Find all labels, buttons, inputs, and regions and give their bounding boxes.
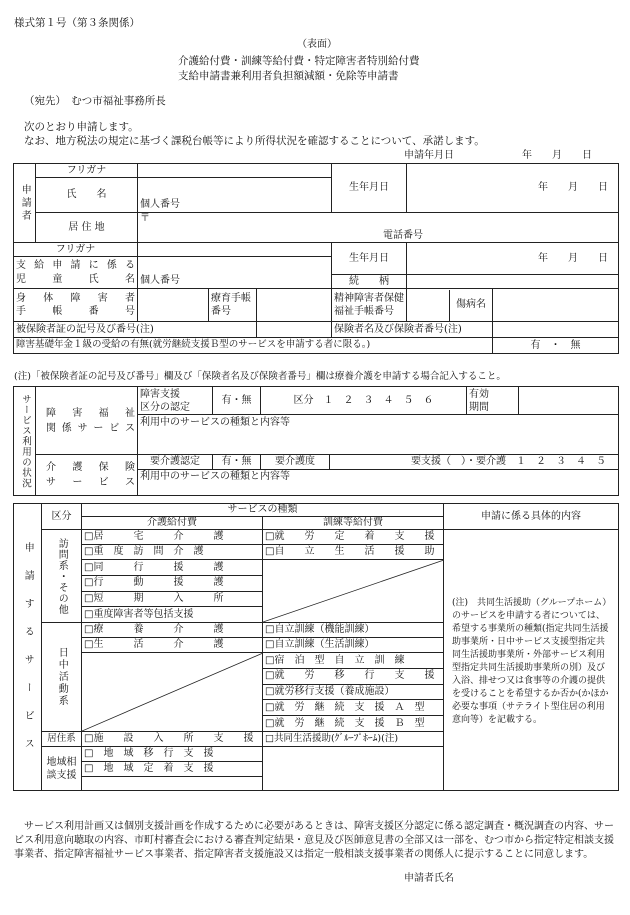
usage-table (13, 386, 619, 496)
void-diagonal-2 (82, 653, 263, 731)
cat-day: 日中活動系 (42, 623, 82, 732)
signature-label: 申請者氏名 (404, 873, 454, 884)
visit-kunren-1[interactable]: □就 労 定 着 支 援 (263, 530, 444, 545)
physical-handbook-label (14, 289, 138, 322)
child-name-label-2: 児 童 氏 名 (16, 273, 135, 285)
void-diagonal-1 (263, 560, 444, 622)
child-birth-field[interactable]: 年 月 日 (407, 243, 619, 275)
care-label-1: 介 護 保 険 (46, 462, 135, 473)
physical-handbook-label-2: 手 帳 番 号 (16, 306, 135, 317)
soudan-2[interactable]: □ 地 域 定 着 支 援 (82, 762, 263, 777)
kubun-label-1: 障害支援 (140, 388, 180, 400)
applicant-table (13, 163, 619, 354)
care-level-options[interactable]: 要支援（ ）・要介護 １ ２ ３ ４ ５ (411, 456, 606, 468)
insured-number-field[interactable] (257, 322, 332, 338)
applicant-address-label: 居 住 地 (36, 213, 138, 243)
physical-handbook-field[interactable] (138, 289, 209, 322)
welfare-label-2: 関係サービス (46, 422, 135, 434)
welfare-in-use-field[interactable] (138, 415, 619, 455)
form-title-line2: 支給申請書兼利用者負担額減額・免除等申請書 (178, 70, 399, 82)
visit-kunren-2[interactable]: □自 立 生 活 援 助 (263, 545, 444, 560)
applicant-name-field[interactable] (138, 178, 332, 213)
child-relation-label: 続 柄 (332, 275, 407, 289)
detail-header: 申請に係る具体的内容 (444, 504, 619, 530)
welfare-label-1: 障 害 福 祉 (46, 407, 135, 419)
soudan-kunren-empty (263, 747, 444, 791)
child-furigana-field[interactable] (138, 243, 332, 257)
day-kaigo-1[interactable]: □療 養 介 護 (82, 623, 263, 638)
pension-label: 障害基礎年金１級の受給の有無(就労継続支援Ｂ型のサービスを申請する者に限る。) (14, 338, 493, 354)
applicant-id-label: 個人番号 (140, 198, 180, 210)
application-date-ymd: 年 月 日 (522, 150, 592, 161)
ryoiku-handbook-label-2: 番号 (211, 306, 231, 317)
applicant-furigana-field[interactable] (138, 164, 332, 178)
day-kunren-2[interactable]: □自立訓練（生活訓練） (263, 638, 444, 653)
day-kaigo-2[interactable]: □生 活 介 護 (82, 638, 263, 653)
soudan-3[interactable] (82, 777, 263, 791)
welfare-label (36, 387, 138, 455)
child-birth-label: 生年月日 (332, 243, 407, 275)
disease-field[interactable] (493, 289, 619, 322)
care-cert-options[interactable]: 有・無 (213, 455, 261, 470)
intro-line2: なお、地方税法の規定に基づく課税台帳等により所得状況を確認することについて、承諾します。 (24, 135, 485, 147)
postal-mark: 〒 (140, 213, 150, 224)
applicant-birth-label: 生年月日 (332, 164, 407, 213)
services-side-label: 申請するサービス (14, 504, 42, 791)
kubun-label-2: 区分の認定 (140, 401, 190, 413)
kubun-options[interactable]: 有・無 (213, 387, 261, 415)
kaigo-header: 介護給付費 (82, 517, 263, 530)
soudan-1[interactable]: □ 地 域 移 行 支 援 (82, 747, 263, 762)
day-kaigo-void (82, 653, 263, 732)
day-kunren-3[interactable]: □宿 泊 型 自 立 訓 練 (263, 653, 444, 669)
service-detail-note: (注) 共同生活援助（グループホーム）のサービスを申請する者については、希望する事業所の種類(指定共同生活援助事業所・日中サービス支援型指定共同生活援助事業所・外部サービス利用型指定共同生活援助事業所の別）及び入浴、排せつ又は食事等の介護の提供を受けることを希望するか否か(かほか必要な事項（サテライト型住居の利用意向等）を記載する。 (452, 597, 612, 726)
day-kunren-5[interactable]: □就労移行支援（養成施設） (263, 684, 444, 700)
care-level-row (261, 455, 619, 470)
services-table (13, 503, 619, 791)
form-side: （表面） (297, 39, 337, 50)
visit-kaigo-3[interactable]: □同 行 援 護 (82, 560, 263, 576)
child-name-label-1: 支給申請に係る (16, 259, 135, 271)
valid-period-field[interactable] (519, 387, 619, 415)
applicant-name-label: 氏 名 (36, 178, 138, 213)
applicant-furigana-label: フリガナ (36, 164, 138, 178)
applicant-side-label: 申請者 (14, 164, 36, 243)
valid-period-label-1: 有効 (469, 388, 489, 400)
day-kunren-4[interactable]: □就 労 移 行 支 援 (263, 668, 444, 684)
valid-period-label (467, 387, 519, 415)
addressee: （宛先） むつ市福祉事務所長 (24, 95, 166, 107)
child-id-label: 個人番号 (140, 274, 180, 286)
mental-handbook-label (332, 289, 407, 322)
insurance-note: (注)「被保険者証の記号及び番号」欄及び「保険者名及び保険者番号」欄は療養介護を申請する場合記入すること。 (14, 371, 506, 382)
ryoiku-handbook-label-1: 療育手帳 (211, 292, 251, 304)
applicant-phone-label: 電話番号 (383, 230, 423, 241)
usage-side-label: サービス利用の状況 (14, 387, 36, 496)
visit-kaigo-2[interactable]: □重 度 訪 問 介 護 (82, 545, 263, 560)
visit-kaigo-5[interactable]: □短 期 入 所 (82, 591, 263, 607)
visit-kunren-void (263, 560, 444, 623)
ryoiku-handbook-field[interactable] (257, 289, 332, 322)
disease-label: 傷病名 (456, 299, 486, 311)
live-kaigo[interactable]: □施 設 入 所 支 援 (82, 732, 263, 747)
welfare-in-use-label: 利用中のサービスの種類と内容等 (140, 417, 290, 428)
mental-handbook-label-1: 精神障害者保健 (334, 292, 404, 304)
application-date-label: 申請年月日 (404, 150, 454, 161)
service-type-header: サービスの種類 (82, 504, 444, 517)
child-name-label (14, 257, 138, 289)
care-in-use-label: 利用中のサービスの種類と内容等 (140, 471, 290, 482)
valid-period-label-2: 期間 (469, 401, 489, 413)
consent-text: サービス利用計画又は個別支援計画を作成するために必要があるときは、障害支援区分認定に係る認定調査・概況調査の内容、サービス利用意向聴取の内容、市町村審査会における審査判定結果・意見及び医師意見書の全部又は一部を、むつ市から指定特定相談支援事業者、指定障害福祉サービス事業者、指定障害者支援施設又は指定一般相談支援事業者の関係人に提示することに同意します。 (14, 821, 614, 860)
form-number: 様式第１号（第３条関係） (14, 17, 140, 29)
cat-live: 居住系 (42, 732, 82, 747)
kubun-levels[interactable]: 区分 １ ２ ３ ４ ５ ６ (261, 387, 467, 415)
day-kunren-1[interactable]: □自立訓練（機能訓練） (263, 623, 444, 638)
visit-kaigo-4[interactable]: □行 動 援 護 (82, 575, 263, 591)
visit-kaigo-6[interactable]: □重度障害者等包括支援 (82, 607, 263, 623)
kubun-header: 区分 (42, 504, 82, 530)
insurer-label: 保険者名及び保険者番号(注) (332, 322, 493, 338)
child-relation-field[interactable] (407, 275, 619, 289)
kunren-header: 訓練等給付費 (263, 517, 444, 530)
cat-soudan: 地域相談支援 (42, 747, 82, 791)
care-cert-label: 要介護認定 (138, 455, 213, 470)
day-kunren-6[interactable]: □就 労 継 続 支 援 Ａ 型 (263, 700, 444, 716)
pension-options[interactable]: 有 ・ 無 (493, 338, 619, 354)
mental-handbook-label-2: 福祉手帳番号 (334, 306, 394, 317)
applicant-birth-field[interactable]: 年 月 日 (407, 164, 619, 213)
child-name-field[interactable] (138, 257, 332, 289)
care-label-2: サ ー ビ ス (46, 477, 135, 488)
physical-handbook-label-1: 身体障害者 (16, 292, 135, 304)
care-in-use-field[interactable] (138, 470, 619, 496)
insured-number-label: 被保険者証の記号及び番号(注) (14, 322, 257, 338)
child-furigana-label: フリガナ (14, 243, 138, 257)
mental-handbook-field[interactable] (407, 289, 493, 322)
visit-kaigo-1[interactable]: □居 宅 介 護 (82, 530, 263, 545)
cat-visit: 訪問系・その他 (42, 530, 82, 623)
live-kunren[interactable]: □共同生活援助(ｸﾞﾙｰﾌﾟﾎｰﾑ)(注) (263, 732, 444, 747)
care-label (36, 455, 138, 496)
ryoiku-handbook-label (209, 289, 257, 322)
day-kunren-7[interactable]: □就 労 継 続 支 援 Ｂ 型 (263, 716, 444, 732)
service-detail-field[interactable] (444, 530, 619, 791)
kubun-label (138, 387, 213, 415)
applicant-address-field[interactable] (138, 213, 619, 243)
care-level-label: 要介護度 (261, 455, 330, 469)
insurer-field[interactable] (493, 322, 619, 338)
form-title-line1: 介護給付費・訓練等給付費・特定障害者特別給付費 (178, 55, 420, 67)
intro-line1: 次のとおり申請します。 (24, 121, 139, 133)
